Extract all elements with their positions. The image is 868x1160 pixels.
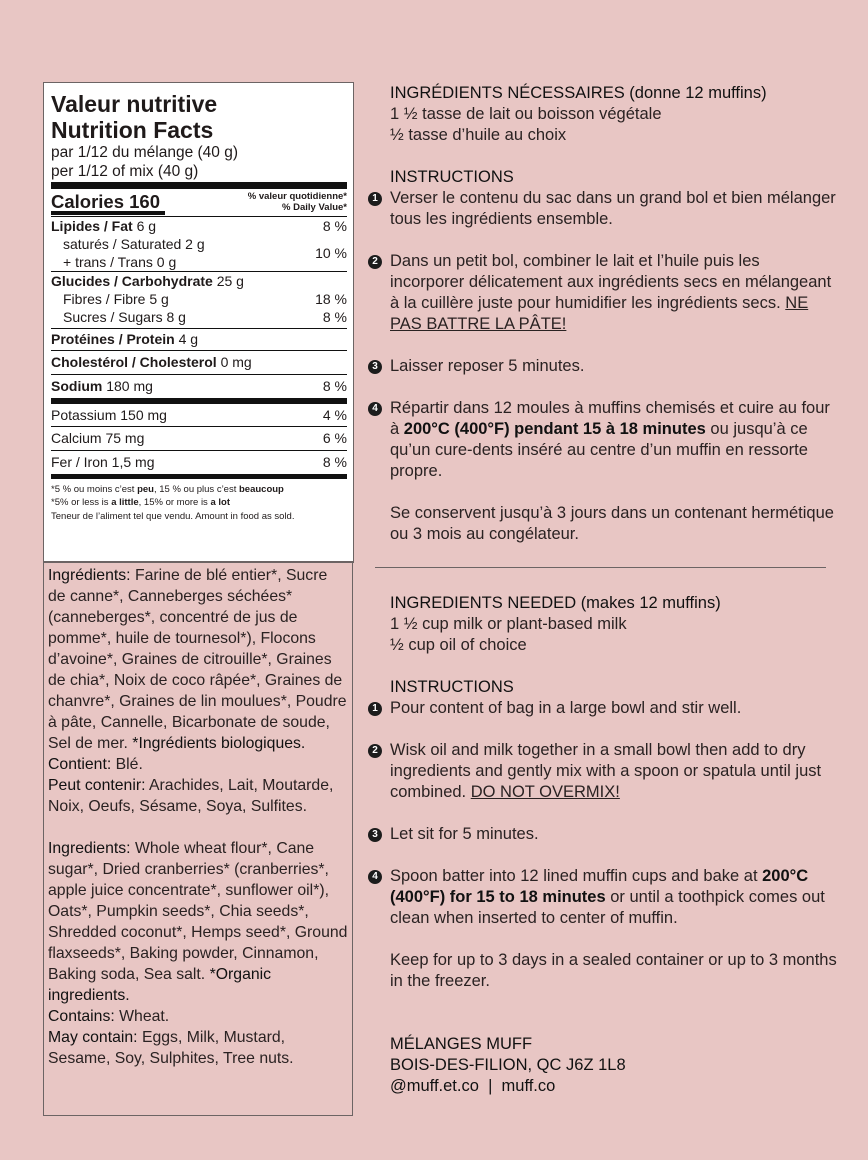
calories-label: Calories 160 (51, 191, 161, 212)
cholesterol-row (51, 351, 347, 374)
calcium-label: Calcium 75 mg (51, 430, 145, 446)
sodium-pct: 8 % (322, 378, 347, 394)
may-contain-fr: Peut contenir: Arachides, Lait, Moutarde, Noix, Oeufs, Sésame, Soya, Sulfites. (48, 777, 334, 815)
fr-needed-title: INGRÉDIENTS NÉCESSAIRES (donne 12 muffins) (390, 84, 767, 102)
trans-label: + trans / Trans 0 g (63, 254, 177, 270)
step-number-icon: 3 (368, 360, 382, 374)
fat-pct: 8 % (322, 218, 347, 234)
saturated-label: saturés / Saturated 2 g (63, 236, 205, 252)
sodium-amount: 180 mg (106, 378, 153, 394)
carb-row (51, 272, 347, 290)
ingredients-en (48, 838, 348, 1006)
company-contact[interactable]: @muff.et.co | muff.co (390, 1077, 556, 1095)
daily-value-header-fr: % valeur quotidienne* (247, 191, 347, 202)
footnote-fr: *5 % ou moins c’est peu, 15 % ou plus c’est beaucoup (51, 484, 284, 495)
contains-fr: Contient: Blé. (48, 756, 143, 773)
step-number-icon: 2 (368, 744, 382, 758)
fr-instructions-title: INSTRUCTIONS (390, 168, 514, 186)
step-number-icon: 1 (368, 702, 382, 716)
organic-note-fr: *Ingrédients biologiques. (132, 735, 306, 752)
fr-step-4: 4 Répartir dans 12 moules à muffins chemisés et cuire au four à 200°C (400°F) pendant 15 à 18 minutes ou jusqu’à ce qu’un cure-dents inséré au centre d’un muffin en ressorte propre. (368, 398, 838, 482)
ingredients-fr (48, 565, 348, 754)
fr-needed-1: 1 ½ tasse de lait ou boisson végétale (390, 105, 662, 123)
iron-label: Fer / Iron 1,5 mg (51, 454, 155, 470)
cholesterol-amount: 0 mg (220, 354, 252, 370)
fr-bake-time: 200°C (400°F) pendant 15 à 18 minutes (403, 420, 706, 438)
nutrition-title-fr: Valeur nutritive (51, 91, 218, 117)
daily-value-header (248, 191, 347, 213)
serving-size-fr: par 1/12 du mélange (40 g) (51, 144, 238, 161)
step-number-icon: 3 (368, 828, 382, 842)
sodium-label: Sodium (51, 378, 103, 394)
sat-trans-pct: 10 % (315, 245, 347, 261)
en-warning: DO NOT OVERMIX! (470, 783, 620, 801)
sugars-label: Sucres / Sugars 8 g (63, 309, 186, 325)
en-step-3: 3 Let sit for 5 minutes. (368, 824, 838, 845)
fibre-row (51, 290, 347, 308)
carb-amount: 25 g (216, 273, 244, 289)
en-step-2: 2 Wisk oil and milk together in a small bowl then add to dry ingredients and gently mix with a spoon or spatula until just combined. DO NOT OVERMIX! (368, 740, 838, 803)
ingredients-en-text: Whole wheat flour*, Cane sugar*, Dried cranberries* (cranberries*, apple juice concentrate*, sunflower oil*), Oats*, Pumpkin seeds*, Chia seeds*, Shredded coconut*, Hemps seed*, Ground flaxseeds*, Baking powder, Cinnamon, Baking soda, Sea salt. (48, 840, 348, 983)
carb-label: Glucides / Carbohydrate (51, 273, 213, 289)
footnotes (51, 484, 347, 524)
fibre-label: Fibres / Fibre 5 g (63, 291, 169, 307)
protein-row (51, 329, 347, 350)
daily-value-header-en: % Daily Value* (282, 202, 347, 213)
sugars-pct: 8 % (322, 309, 347, 325)
calories-row (51, 191, 347, 214)
fat-label: Lipides / Fat (51, 218, 133, 234)
en-needed-title: INGREDIENTS NEEDED (makes 12 muffins) (390, 594, 721, 612)
sodium-row (51, 375, 347, 398)
fr-step-2: 2 Dans un petit bol, combiner le lait et l’huile puis les incorporer délicatement aux ingrédients secs en mélangeant à la cuillère juste pour humidifier les ingrédients secs. NE PAS BATTRE LA PÂTE! (368, 251, 838, 335)
potassium-pct: 4 % (322, 407, 347, 423)
en-storage: Keep for up to 3 days in a sealed container or up to 3 months in the freezer. (390, 951, 837, 990)
protein-amount: 4 g (178, 331, 199, 347)
may-contain-en: May contain: Eggs, Milk, Mustard, Sesame, Soy, Sulphites, Tree nuts. (48, 1029, 294, 1067)
contains-en: Contains: Wheat. (48, 1008, 170, 1025)
company-address: BOIS-DES-FILION, QC J6Z 1L8 (390, 1056, 626, 1074)
step-number-icon: 4 (368, 402, 382, 416)
sat-trans-row (51, 235, 347, 271)
potassium-label: Potassium 150 mg (51, 407, 167, 423)
ingredients-fr-text: Farine de blé entier*, Sucre de canne*, Canneberges séchées* (canneberges*, concentré de jus de pomme*, huile de tournesol*), Flocons d’avoine*, Graines de citrouille*, Graines de chia*, Noix de coco râpée*, Graines de chanvre*, Graines de lin moulues*, Poudre à pâte, Cannelle, Bicarbonate de soude, Sel de mer. (48, 567, 347, 752)
en-step-1: 1 Pour content of bag in a large bowl and stir well. (368, 698, 838, 719)
nutrition-title-en: Nutrition Facts (51, 117, 214, 143)
en-needed-2: ½ cup oil of choice (390, 636, 527, 654)
thick-rule (51, 474, 347, 479)
en-needed-1: 1 ½ cup milk or plant-based milk (390, 615, 627, 633)
section-divider (375, 567, 826, 568)
potassium-row (51, 404, 347, 426)
serving-size-en: per 1/12 of mix (40 g) (51, 163, 199, 180)
fat-amount: 6 g (136, 218, 157, 234)
calcium-row (51, 427, 347, 450)
fr-step-3: 3 Laisser reposer 5 minutes. (368, 356, 838, 377)
ingredients-en-label: Ingredients: (48, 840, 131, 857)
ingredients-fr-label: Ingrédients: (48, 567, 131, 584)
footnote-as-sold: Teneur de l’aliment tel que vendu. Amount in food as sold. (51, 511, 295, 522)
fat-row (51, 217, 347, 235)
iron-row (51, 451, 347, 474)
sugars-row (51, 308, 347, 326)
thick-rule (51, 182, 347, 189)
iron-pct: 8 % (322, 454, 347, 470)
cholesterol-label: Cholestérol / Cholesterol (51, 354, 217, 370)
step-number-icon: 4 (368, 870, 382, 884)
en-instructions-title: INSTRUCTIONS (390, 678, 514, 696)
en-step-4: 4 Spoon batter into 12 lined muffin cups and bake at 200°C (400°F) for 15 to 18 minutes or until a toothpick comes out clean when inserted to center of muffin. (368, 866, 838, 929)
fr-warning: NE PAS BATTRE LA PÂTE! (390, 294, 809, 333)
footnote-en: *5% or less is a little, 15% or more is a lot (51, 496, 230, 508)
fibre-pct: 18 % (315, 291, 347, 307)
instructions-column (368, 80, 838, 1097)
step-number-icon: 2 (368, 255, 382, 269)
ingredients-box (43, 561, 353, 1116)
calcium-pct: 6 % (322, 430, 347, 446)
fr-needed-2: ½ tasse d’huile au choix (390, 126, 567, 144)
company-name: MÉLANGES MUFF (390, 1035, 533, 1053)
step-number-icon: 1 (368, 192, 382, 206)
organic-note-en: *Organic ingredients. (48, 966, 272, 1004)
nutrition-facts-panel (43, 82, 354, 563)
fr-step-1: 1 Verser le contenu du sac dans un grand bol et bien mélanger tous les ingrédients ensemble. (368, 188, 838, 230)
fr-storage: Se conservent jusqu’à 3 jours dans un contenant hermétique ou 3 mois au congélateur. (390, 504, 834, 543)
en-bake-time: 200°C (400°F) for 15 to 18 minutes (390, 867, 809, 906)
protein-label: Protéines / Protein (51, 331, 175, 347)
